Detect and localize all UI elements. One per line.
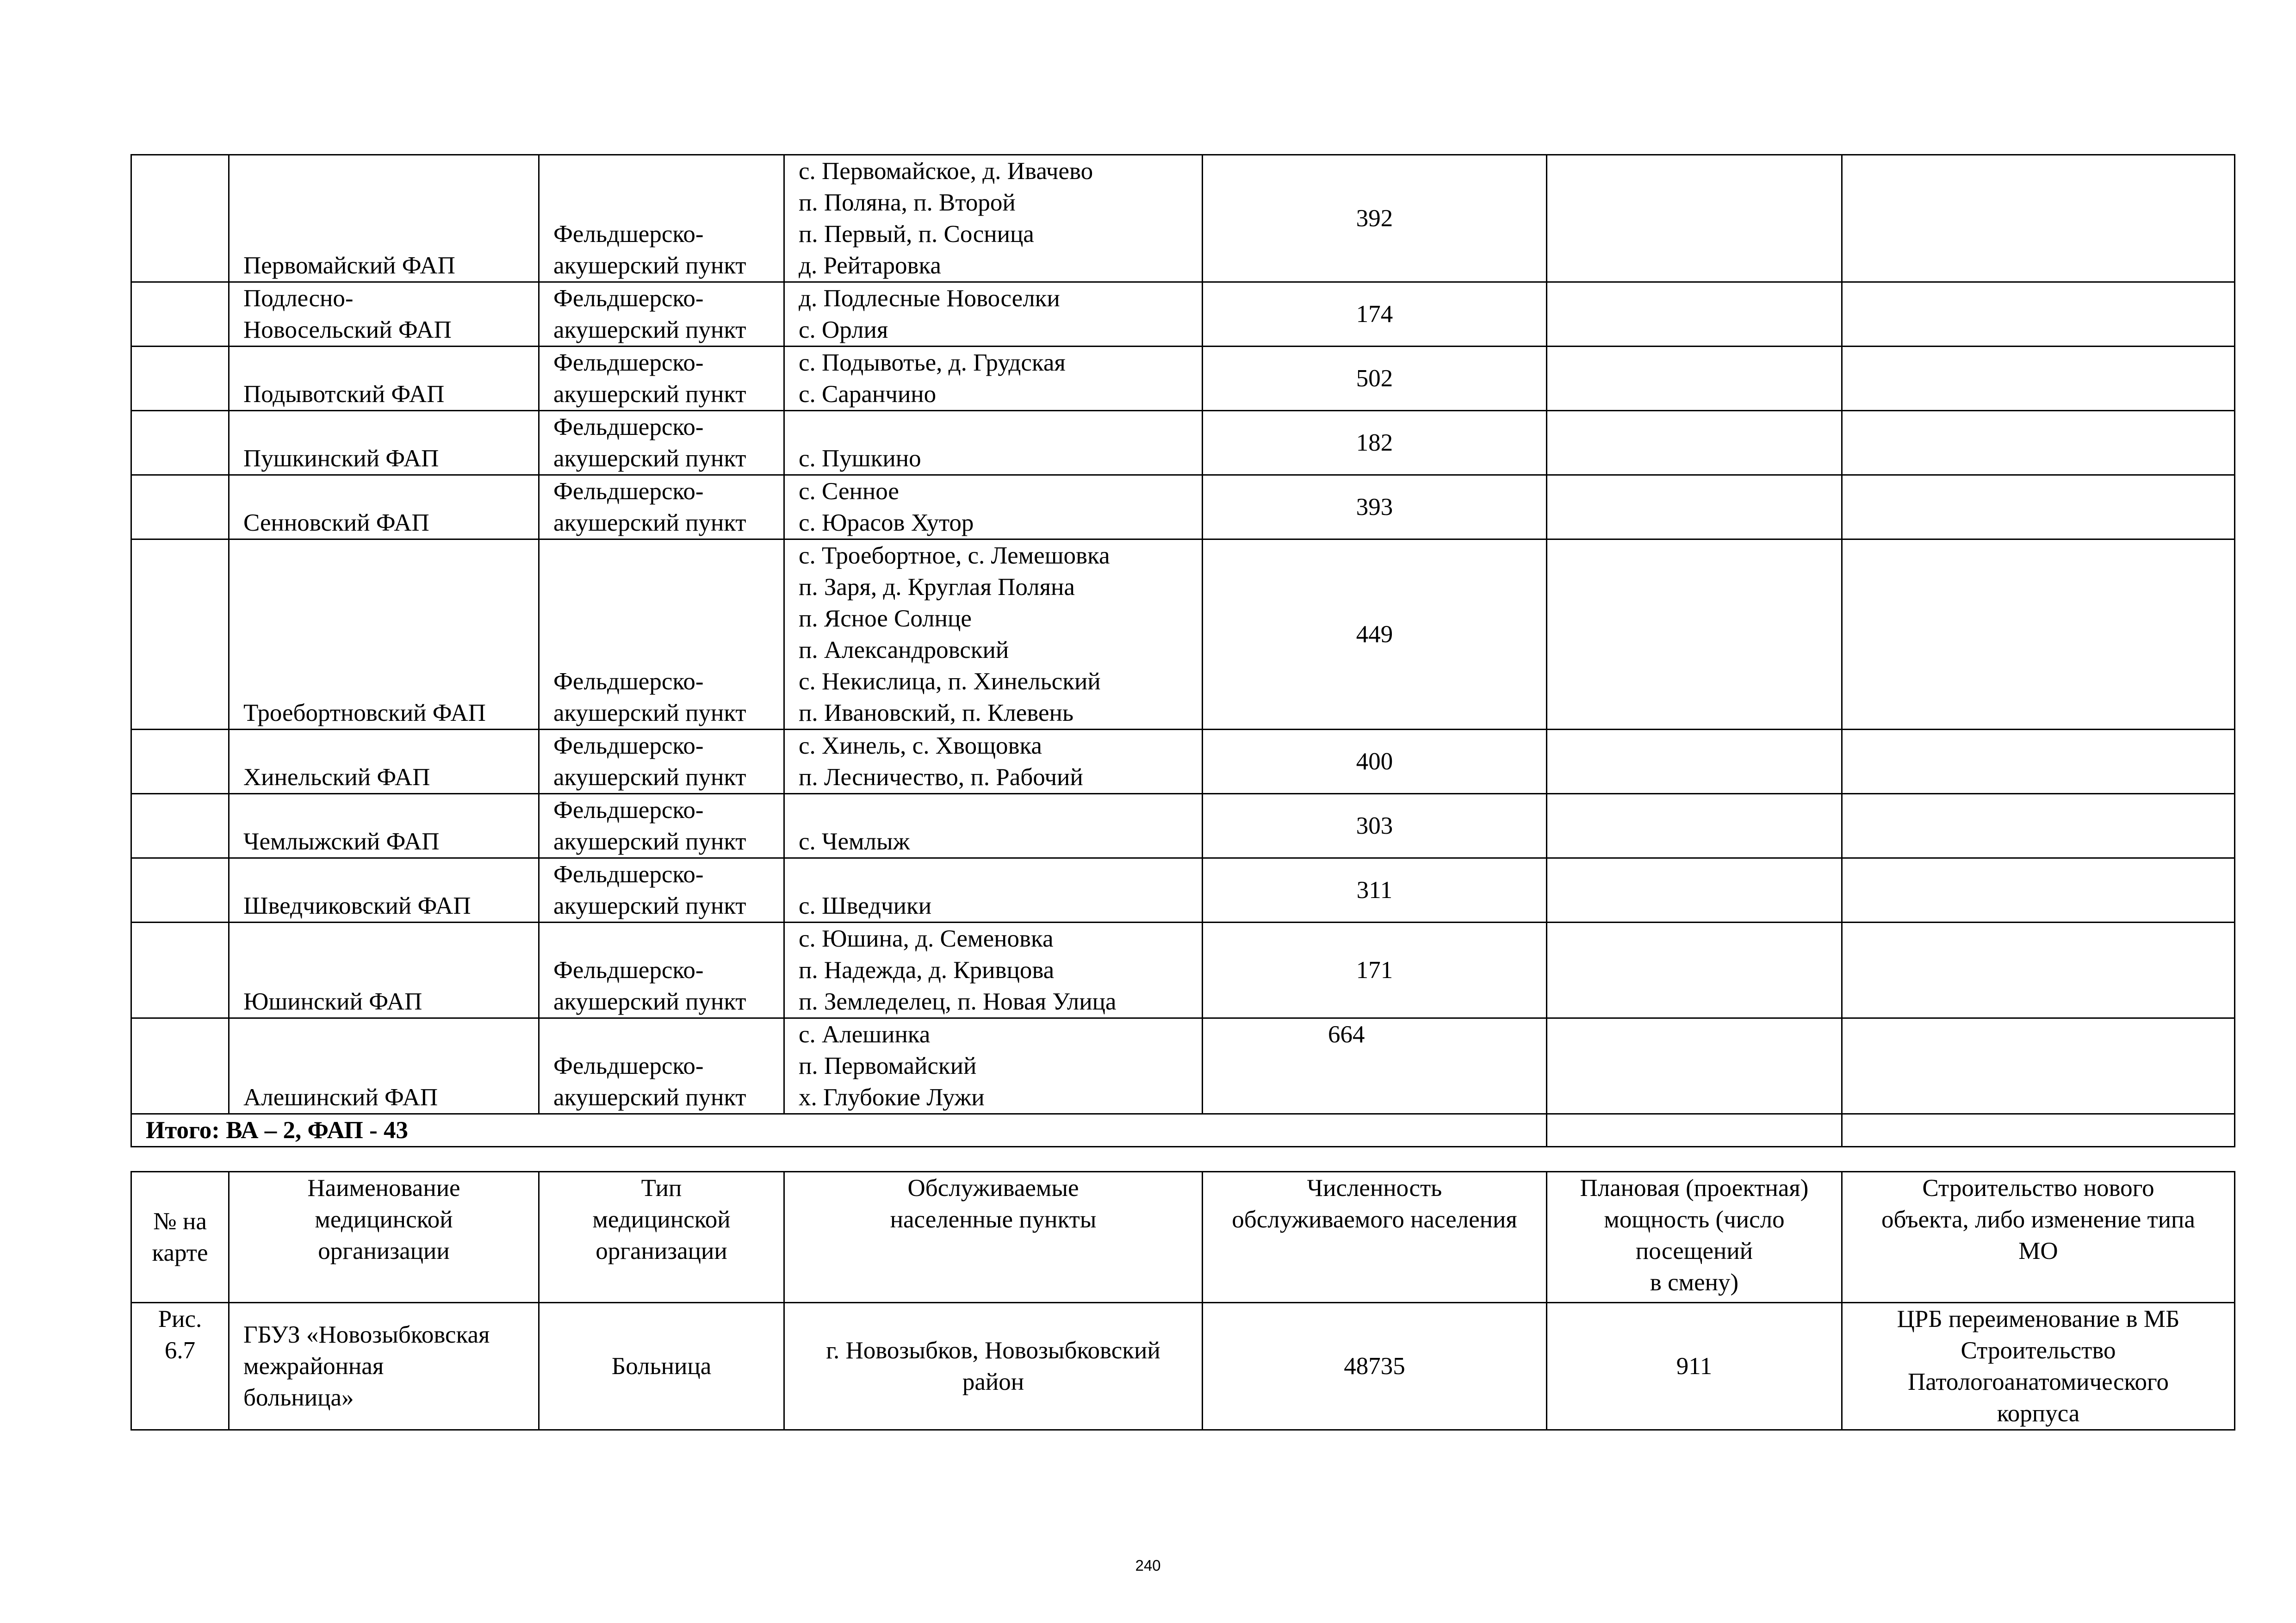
fap-type-line: Фельдшерско- [553, 478, 704, 505]
fap-construction [1842, 411, 2235, 475]
fap-places [784, 730, 1203, 794]
fap-type-line: Фельдшерско- [553, 414, 704, 440]
hospital-capacity: 911 [1547, 1303, 1842, 1430]
fap-construction [1842, 923, 2235, 1018]
fap-places [784, 411, 1203, 475]
hospital-places: г. Новозыбков, Новозыбковский район [784, 1303, 1203, 1430]
fap-population: 171 [1203, 923, 1547, 1018]
fap-places [784, 794, 1203, 858]
fap-place-line: п. Земледелец, п. Новая Улица [799, 988, 1117, 1015]
header-population: Численность обслуживаемого населения [1203, 1172, 1547, 1303]
fap-type-line: акушерский пункт [553, 445, 746, 472]
fap-map-number [131, 475, 229, 539]
fap-row [131, 858, 2235, 923]
fap-row [131, 1018, 2235, 1114]
fap-places [784, 1018, 1203, 1114]
fap-row [131, 794, 2235, 858]
fap-name: Подывотский ФАП [229, 347, 539, 411]
fap-type-line: Фельдшерско- [553, 349, 704, 376]
fap-row [131, 730, 2235, 794]
fap-capacity [1547, 730, 1842, 794]
fap-type [539, 794, 784, 858]
fap-places [784, 539, 1203, 730]
fap-population: 400 [1203, 730, 1547, 794]
hospital-table-header-row [131, 1172, 2235, 1303]
fap-type [539, 411, 784, 475]
hospital-map-number: Рис. 6.7 [131, 1303, 229, 1430]
fap-type-line: акушерский пункт [553, 1084, 746, 1111]
total-capacity [1547, 1114, 1842, 1147]
fap-place-line: с. Шведчики [799, 892, 932, 919]
fap-type-line: акушерский пункт [553, 252, 746, 279]
fap-capacity [1547, 539, 1842, 730]
hospital-population: 48735 [1203, 1303, 1547, 1430]
fap-place-line: с. Саранчино [799, 381, 937, 408]
hospital-construction: ЦРБ переименование в МБ Строительство Патологоанатомического корпуса [1842, 1303, 2235, 1430]
fap-place-line: с. Алешинка [799, 1021, 931, 1048]
fap-name: Алешинский ФАП [229, 1018, 539, 1114]
fap-type [539, 282, 784, 347]
fap-population: 664 [1203, 1018, 1547, 1114]
fap-type-line: акушерский пункт [553, 828, 746, 855]
fap-type-line: Фельдшерско- [553, 668, 704, 695]
fap-places [784, 475, 1203, 539]
fap-map-number [131, 923, 229, 1018]
fap-place-line: п. Александровский [799, 637, 1009, 663]
fap-places [784, 923, 1203, 1018]
fap-table [130, 154, 2235, 1147]
fap-population: 174 [1203, 282, 1547, 347]
fap-name: Первомайский ФАП [229, 155, 539, 282]
fap-type-line: акушерский пункт [553, 509, 746, 536]
fap-name: Пушкинский ФАП [229, 411, 539, 475]
fap-construction [1842, 539, 2235, 730]
fap-capacity [1547, 923, 1842, 1018]
fap-population: 502 [1203, 347, 1547, 411]
fap-map-number [131, 282, 229, 347]
fap-row [131, 282, 2235, 347]
fap-row [131, 411, 2235, 475]
fap-place-line: п. Ясное Солнце [799, 605, 972, 632]
fap-capacity [1547, 1018, 1842, 1114]
fap-place-line: с. Чемлыж [799, 828, 910, 855]
fap-type-line: Фельдшерско- [553, 1053, 704, 1079]
hospital-row [131, 1303, 2235, 1430]
header-org-name: Наименование медицинской организации [229, 1172, 539, 1303]
hospital-name: ГБУЗ «Новозыбковская межрайонная больница» [229, 1303, 539, 1430]
fap-population: 392 [1203, 155, 1547, 282]
fap-population: 449 [1203, 539, 1547, 730]
header-served-places: Обслуживаемые населенные пункты [784, 1172, 1203, 1303]
fap-construction [1842, 155, 2235, 282]
fap-capacity [1547, 282, 1842, 347]
hospital-type: Больница [539, 1303, 784, 1430]
header-capacity: Плановая (проектная) мощность (число посещений в смену) [1547, 1172, 1842, 1303]
total-construction [1842, 1114, 2235, 1147]
fap-type-line: акушерский пункт [553, 381, 746, 408]
fap-places [784, 282, 1203, 347]
fap-type-line: Фельдшерско- [553, 221, 704, 248]
fap-map-number [131, 1018, 229, 1114]
fap-place-line: п. Первомайский [799, 1053, 977, 1079]
fap-map-number [131, 794, 229, 858]
fap-construction [1842, 1018, 2235, 1114]
fap-name: Подлесно- Новосельский ФАП [229, 282, 539, 347]
fap-place-line: п. Лесничество, п. Рабочий [799, 764, 1083, 791]
fap-places [784, 347, 1203, 411]
fap-capacity [1547, 155, 1842, 282]
fap-type-line: акушерский пункт [553, 892, 746, 919]
fap-map-number [131, 155, 229, 282]
fap-places [784, 858, 1203, 923]
fap-map-number [131, 411, 229, 475]
fap-place-line: х. Глубокие Лужи [799, 1084, 985, 1111]
fap-places [784, 155, 1203, 282]
fap-capacity [1547, 475, 1842, 539]
fap-place-line: п. Ивановский, п. Клевень [799, 700, 1074, 726]
fap-construction [1842, 730, 2235, 794]
fap-construction [1842, 282, 2235, 347]
fap-place-line: с. Юрасов Хутор [799, 509, 974, 536]
fap-construction [1842, 858, 2235, 923]
fap-capacity [1547, 411, 1842, 475]
fap-place-line: с. Юшина, д. Семеновка [799, 925, 1054, 952]
fap-map-number [131, 347, 229, 411]
fap-population: 182 [1203, 411, 1547, 475]
fap-name: Хинельский ФАП [229, 730, 539, 794]
fap-capacity [1547, 858, 1842, 923]
fap-type-line: акушерский пункт [553, 316, 746, 343]
fap-type-line: акушерский пункт [553, 988, 746, 1015]
header-construction: Строительство нового объекта, либо изменение типа МО [1842, 1172, 2235, 1303]
total-row [131, 1114, 2235, 1147]
fap-population: 311 [1203, 858, 1547, 923]
fap-type [539, 475, 784, 539]
fap-place-line: п. Первый, п. Сосница [799, 221, 1034, 248]
fap-map-number [131, 858, 229, 923]
fap-type [539, 347, 784, 411]
fap-capacity [1547, 794, 1842, 858]
fap-type [539, 1018, 784, 1114]
header-org-type: Тип медицинской организации [539, 1172, 784, 1303]
fap-type-line: Фельдшерско- [553, 797, 704, 824]
fap-construction [1842, 347, 2235, 411]
fap-type [539, 155, 784, 282]
fap-type-line: акушерский пункт [553, 700, 746, 726]
fap-place-line: с. Орлия [799, 316, 888, 343]
fap-map-number [131, 539, 229, 730]
fap-place-line: п. Поляна, п. Второй [799, 189, 1016, 216]
fap-type-line: Фельдшерско- [553, 957, 704, 984]
fap-place-line: д. Рейтаровка [799, 252, 941, 279]
page-number: 240 [1135, 1557, 1161, 1574]
fap-place-line: с. Хинель, с. Хвощовка [799, 732, 1042, 759]
fap-row [131, 539, 2235, 730]
fap-name: Сенновский ФАП [229, 475, 539, 539]
fap-construction [1842, 475, 2235, 539]
fap-type [539, 539, 784, 730]
fap-type [539, 858, 784, 923]
fap-row [131, 155, 2235, 282]
fap-row [131, 923, 2235, 1018]
fap-capacity [1547, 347, 1842, 411]
fap-type [539, 923, 784, 1018]
fap-place-line: с. Некислица, п. Хинельский [799, 668, 1101, 695]
fap-row [131, 347, 2235, 411]
fap-map-number [131, 730, 229, 794]
hospital-table [130, 1171, 2235, 1431]
fap-type-line: Фельдшерско- [553, 285, 704, 312]
fap-place-line: п. Надежда, д. Кривцова [799, 957, 1055, 984]
fap-type [539, 730, 784, 794]
fap-place-line: д. Подлесные Новоселки [799, 285, 1060, 312]
fap-row [131, 475, 2235, 539]
fap-type-line: Фельдшерско- [553, 861, 704, 888]
total-label: Итого: ВА – 2, ФАП - 43 [131, 1114, 1547, 1147]
fap-name: Троебортновский ФАП [229, 539, 539, 730]
fap-population: 303 [1203, 794, 1547, 858]
fap-table-body [131, 155, 2235, 1147]
fap-name: Юшинский ФАП [229, 923, 539, 1018]
fap-place-line: с. Пушкино [799, 445, 921, 472]
fap-place-line: с. Троебортное, с. Лемешовка [799, 542, 1110, 569]
header-map-number: № на карте [131, 1172, 229, 1303]
fap-construction [1842, 794, 2235, 858]
fap-type-line: акушерский пункт [553, 764, 746, 791]
fap-type-line: Фельдшерско- [553, 732, 704, 759]
fap-name: Шведчиковский ФАП [229, 858, 539, 923]
fap-place-line: с. Первомайское, д. Ивачево [799, 158, 1093, 185]
fap-name: Чемлыжский ФАП [229, 794, 539, 858]
fap-population: 393 [1203, 475, 1547, 539]
fap-place-line: п. Заря, д. Круглая Поляна [799, 574, 1075, 601]
fap-place-line: с. Сенное [799, 478, 899, 505]
fap-place-line: с. Подывотье, д. Грудская [799, 349, 1066, 376]
